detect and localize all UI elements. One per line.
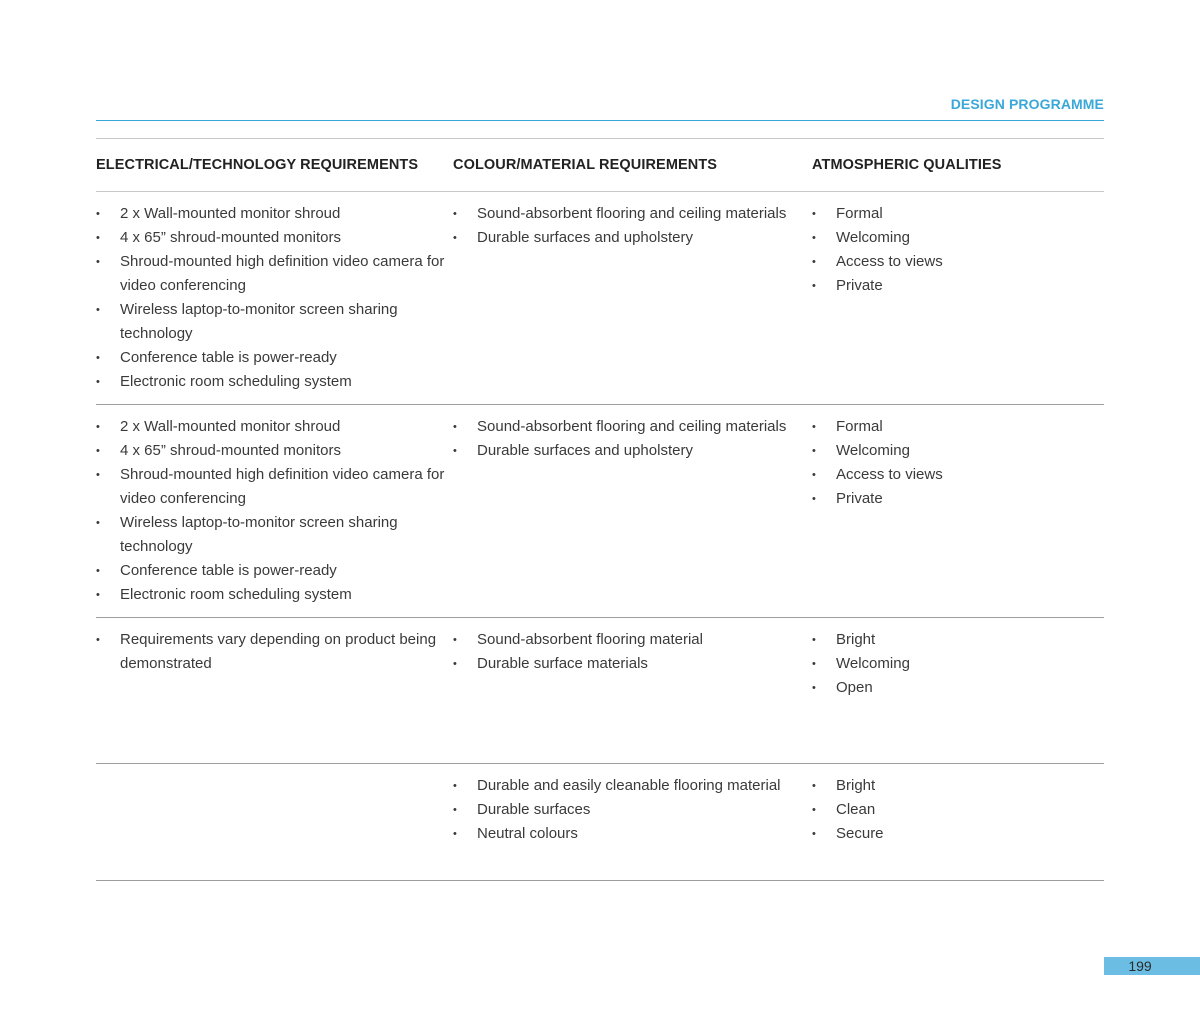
list-item: • Sound-absorbent flooring and ceiling materials <box>453 415 812 439</box>
electrical-list <box>96 202 453 394</box>
atmosphere-list <box>812 202 1104 298</box>
atmosphere-list <box>812 774 1104 846</box>
list-item: • Private <box>812 274 1104 298</box>
list-item: • Wireless laptop-to-monitor screen sharing technology <box>96 298 453 346</box>
atmosphere-cell <box>812 764 1104 880</box>
atmosphere-cell <box>812 192 1104 404</box>
colour-cell <box>453 192 812 404</box>
atmosphere-cell <box>812 618 1104 763</box>
list-item: • Requirements vary depending on product being demonstrated <box>96 628 453 676</box>
list-item: • Neutral colours <box>453 822 812 846</box>
list-item: • Durable surface materials <box>453 652 812 676</box>
list-item: • Sound-absorbent flooring material <box>453 628 812 652</box>
list-item: • Conference table is power-ready <box>96 346 453 370</box>
colour-list <box>453 774 812 846</box>
list-item: • Open <box>812 676 1104 700</box>
colour-list <box>453 628 812 676</box>
colour-cell <box>453 764 812 880</box>
colour-list <box>453 202 812 250</box>
list-item: • Access to views <box>812 250 1104 274</box>
electrical-list <box>96 415 453 607</box>
list-item: • 4 x 65” shroud-mounted monitors <box>96 226 453 250</box>
table-row <box>96 618 1104 764</box>
list-item: • Clean <box>812 798 1104 822</box>
list-item: • Durable surfaces and upholstery <box>453 439 812 463</box>
colour-list <box>453 415 812 463</box>
list-item: • Durable surfaces and upholstery <box>453 226 812 250</box>
atmosphere-cell <box>812 405 1104 617</box>
table-row <box>96 405 1104 618</box>
list-item: • Bright <box>812 774 1104 798</box>
section-label: DESIGN PROGRAMME <box>950 96 1104 112</box>
list-item: • Welcoming <box>812 226 1104 250</box>
list-item: • Conference table is power-ready <box>96 559 453 583</box>
list-item: • Durable and easily cleanable flooring material <box>453 774 812 798</box>
table-row <box>96 764 1104 881</box>
column-header-atmosphere: ATMOSPHERIC QUALITIES <box>812 157 1002 173</box>
requirements-table <box>96 138 1104 881</box>
list-item: • 2 x Wall-mounted monitor shroud <box>96 202 453 226</box>
colour-cell <box>453 618 812 763</box>
atmosphere-list <box>812 628 1104 700</box>
header-divider <box>96 120 1104 121</box>
list-item: • Welcoming <box>812 652 1104 676</box>
list-item: • Secure <box>812 822 1104 846</box>
colour-cell <box>453 405 812 617</box>
list-item: • Wireless laptop-to-monitor screen sharing technology <box>96 511 453 559</box>
electrical-cell <box>96 618 453 763</box>
table-header-row <box>96 139 1104 192</box>
column-header-electrical: ELECTRICAL/TECHNOLOGY REQUIREMENTS <box>96 157 419 173</box>
list-item: • Electronic room scheduling system <box>96 583 453 607</box>
list-item: • Formal <box>812 202 1104 226</box>
list-item: • 4 x 65” shroud-mounted monitors <box>96 439 453 463</box>
electrical-list <box>96 628 453 676</box>
electrical-cell <box>96 764 453 880</box>
electrical-cell <box>96 192 453 404</box>
table-row <box>96 192 1104 405</box>
list-item: • Electronic room scheduling system <box>96 370 453 394</box>
column-header-colour: COLOUR/MATERIAL REQUIREMENTS <box>453 157 718 173</box>
atmosphere-list <box>812 415 1104 511</box>
page-number: 199 <box>1128 958 1152 974</box>
list-item: • 2 x Wall-mounted monitor shroud <box>96 415 453 439</box>
list-item: • Sound-absorbent flooring and ceiling materials <box>453 202 812 226</box>
list-item: • Access to views <box>812 463 1104 487</box>
electrical-cell <box>96 405 453 617</box>
list-item: • Shroud-mounted high definition video camera for video conferencing <box>96 250 453 298</box>
list-item: • Formal <box>812 415 1104 439</box>
list-item: • Welcoming <box>812 439 1104 463</box>
list-item: • Private <box>812 487 1104 511</box>
list-item: • Shroud-mounted high definition video camera for video conferencing <box>96 463 453 511</box>
list-item: • Durable surfaces <box>453 798 812 822</box>
list-item: • Bright <box>812 628 1104 652</box>
